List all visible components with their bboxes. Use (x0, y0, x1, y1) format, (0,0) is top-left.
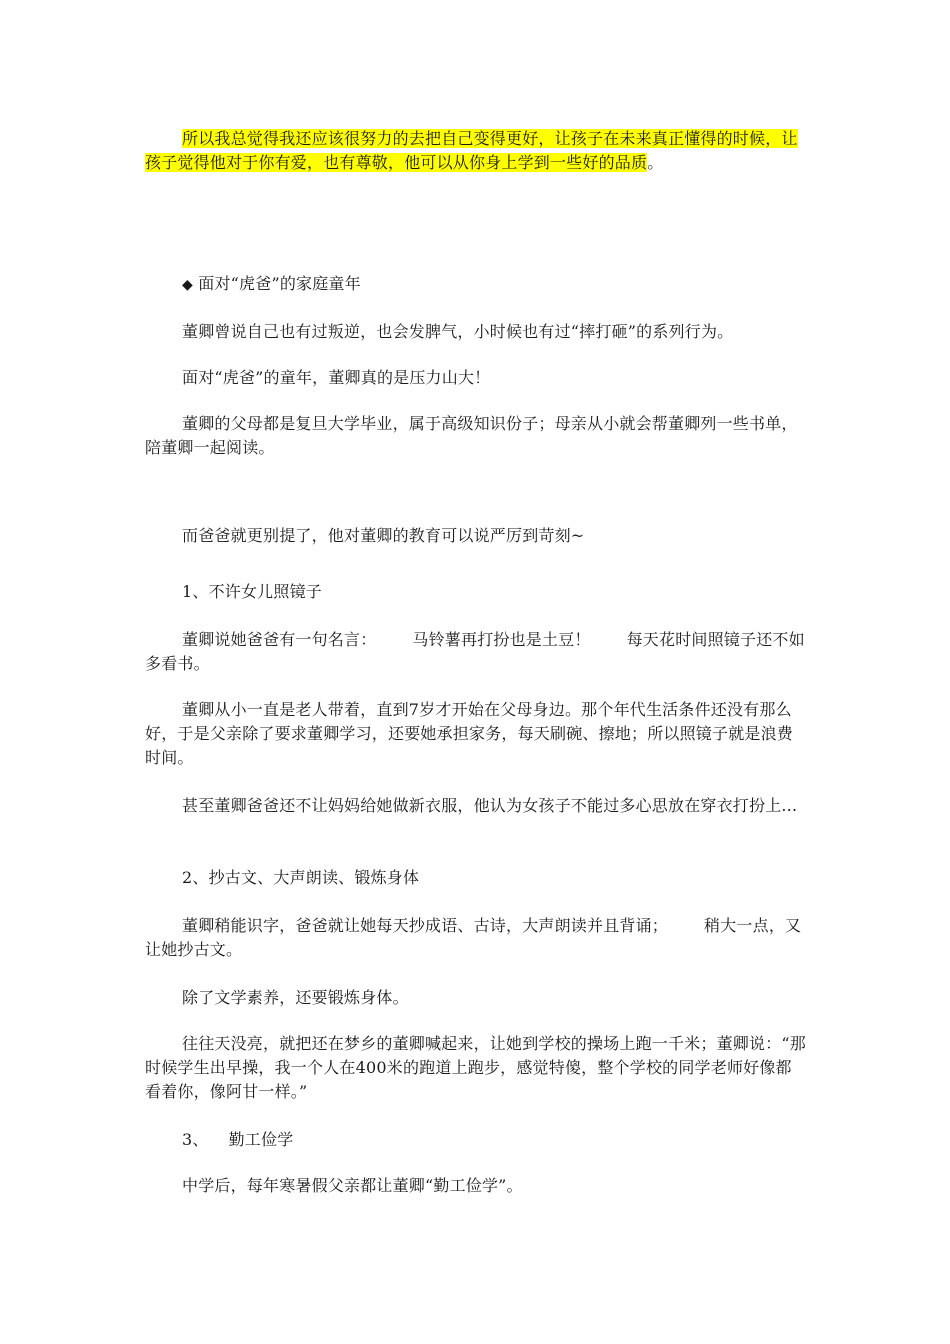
section-heading (145, 272, 807, 297)
section-title: 面对“虎爸”的家庭童年 (198, 274, 361, 293)
highlighted-text: 所以我总觉得我还应该很努力的去把自己变得更好，让孩子在未来真正懂得的时候，让孩子觉得他对于你有爱，也有尊敬，他可以从你身上学到一些好的品质 (145, 129, 798, 172)
subheading-1: 1、不许女儿照镜子 (182, 582, 322, 601)
text-run: 稍大一点，又让她抄古文。 (145, 916, 802, 959)
paragraph: 往往天没亮，就把还在梦乡的董卿喊起来，让她到学校的操场上跑一千米；董卿说：“那时候学生出早操，我一个人在400米的跑道上跑步，感觉特傻，整个学校的同学老师好像都看着你，像阿甘一样。” (145, 1034, 806, 1101)
text-run: 董卿稍能识字，爸爸就让她每天抄成语、古诗，大声朗读并且背诵； (182, 916, 669, 935)
paragraph (145, 628, 807, 676)
paragraph: 董卿从小一直是老人带着，直到7岁才开始在父母身边。那个年代生活条件还没有那么好，于是父亲除了要求董卿学习，还要她承担家务，每天刷碗、擦地；所以照镜子就是浪费时间。 (145, 700, 794, 767)
paragraph-highlighted (145, 127, 807, 175)
paragraph: 中学后，每年寒暑假父亲都让董卿“勤工俭学”。 (182, 1176, 523, 1195)
text-run: 3、 (182, 1130, 209, 1149)
black-diamond-icon: ◆ (182, 277, 193, 293)
paragraph (145, 914, 807, 962)
text-run: 勤工俭学 (228, 1130, 294, 1149)
paragraph: 面对“虎爸”的童年，董卿真的是压力山大！ (182, 368, 491, 387)
text-run: 每天花时间照镜子还不如多看书。 (145, 630, 805, 673)
paragraph: 除了文学素养，还要锻炼身体。 (182, 988, 409, 1007)
subheading-3 (145, 1128, 807, 1152)
paragraph: 甚至董卿爸爸还不让妈妈给她做新衣服，他认为女孩子不能过多心思放在穿衣打扮上... (182, 796, 798, 815)
text-run: 马铃薯再打扮也是土豆！ (412, 630, 591, 649)
paragraph-end-punctuation: 。 (647, 153, 664, 172)
subheading-2: 2、抄古文、大声朗读、锻炼身体 (182, 868, 420, 887)
paragraph: 董卿曾说自己也有过叛逆，也会发脾气，小时候也有过“摔打砸”的系列行为。 (182, 322, 734, 341)
paragraph: 董卿的父母都是复旦大学毕业，属于高级知识份子；母亲从小就会帮董卿列一些书单，陪董卿一起阅读。 (145, 414, 798, 457)
paragraph: 而爸爸就更别提了，他对董卿的教育可以说严厉到苛刻~ (182, 526, 585, 545)
text-run: 董卿说她爸爸有一句名言： (182, 630, 377, 649)
